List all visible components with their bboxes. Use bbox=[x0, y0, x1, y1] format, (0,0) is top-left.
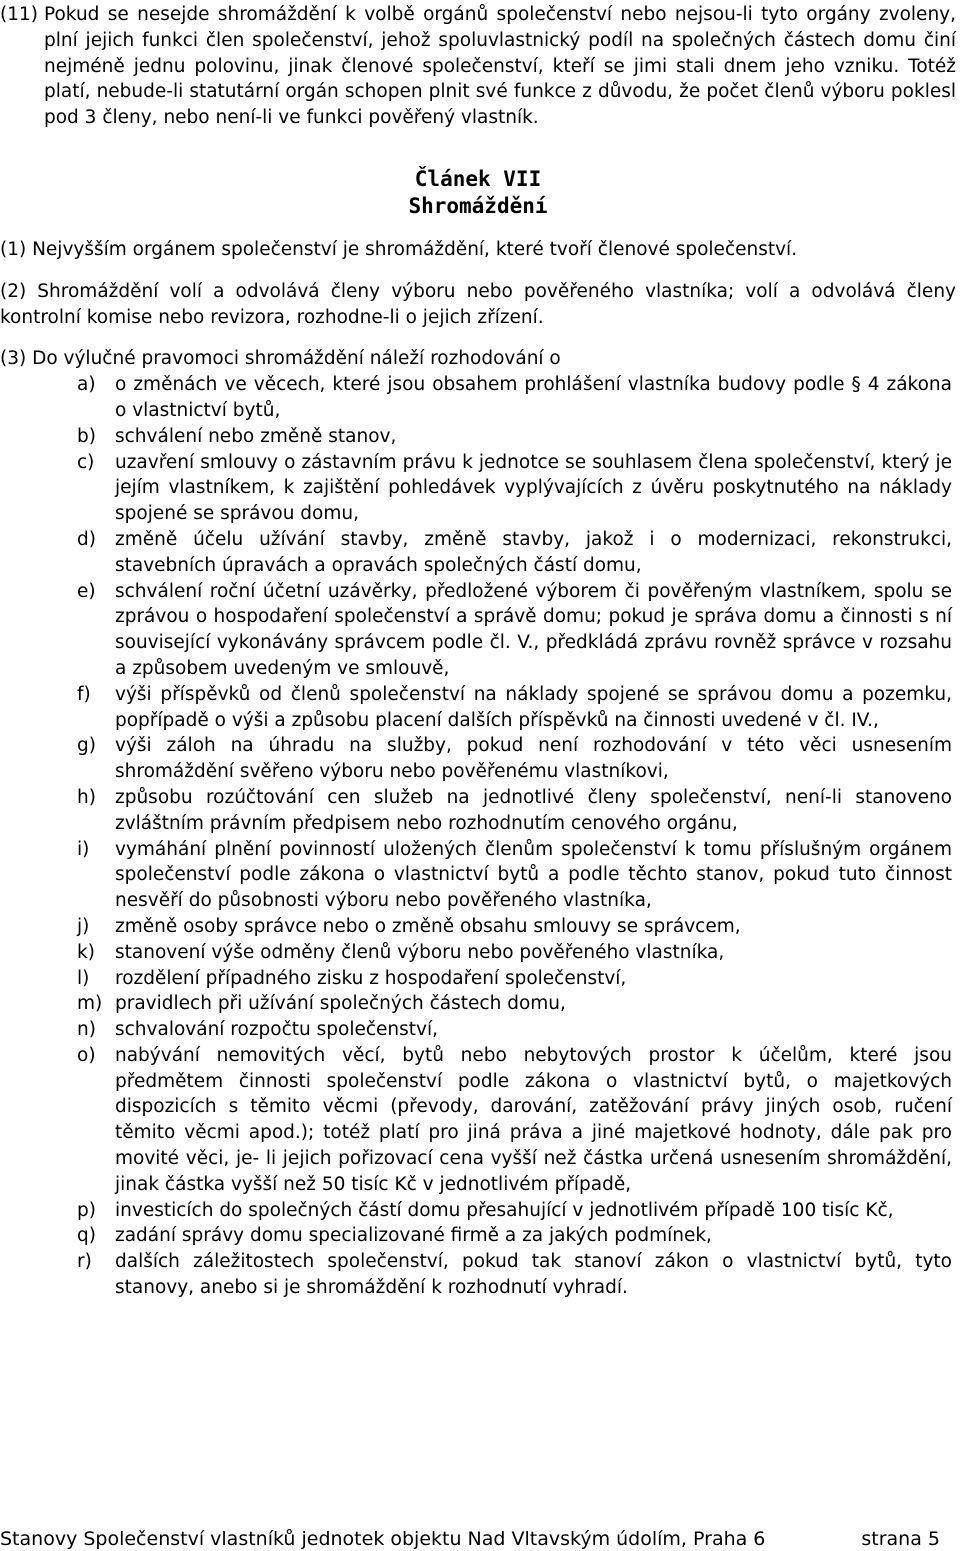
list-item bbox=[0, 1223, 956, 1249]
list-item bbox=[0, 966, 956, 992]
section-3-intro: (3) Do výlučné pravomoci shromáždění náleží rozhodování o bbox=[0, 348, 561, 370]
article-number: Článek VII bbox=[414, 166, 542, 191]
list-item-letter: q) bbox=[77, 1225, 96, 1247]
list-item-letter: f) bbox=[77, 683, 91, 705]
list-item bbox=[0, 527, 956, 579]
footer-document-title: Stanovy Společenství vlastníků jednotek objektu Nad Vltavským údolím, Praha 6 bbox=[0, 1528, 766, 1550]
list-item-letter: p) bbox=[77, 1199, 96, 1221]
list-item-letter: m) bbox=[77, 993, 103, 1015]
paragraph-number: (11) bbox=[0, 4, 38, 25]
list-item-text: o změnách ve věcech, které jsou obsahem prohlášení vlastníka budovy podle § 4 zákona o vlastnictví bytů, bbox=[115, 374, 952, 421]
powers-list bbox=[0, 372, 956, 1301]
footer-page-number: strana 5 bbox=[861, 1528, 940, 1550]
list-item-letter: g) bbox=[77, 735, 96, 757]
list-item bbox=[0, 372, 956, 424]
list-item bbox=[0, 733, 956, 785]
list-item-text: schválení nebo změně stanov, bbox=[115, 425, 397, 447]
list-item bbox=[0, 424, 956, 450]
list-item-letter: o) bbox=[77, 1044, 96, 1066]
list-item-text: výši záloh na úhradu na služby, pokud není rozhodování v této věci usnesením shromáždění svěřeno výboru nebo pověřenému vlastníkovi, bbox=[115, 735, 952, 783]
list-item bbox=[0, 1249, 956, 1301]
list-item-letter: e) bbox=[77, 580, 96, 602]
list-item-text: výši příspěvků od členů společenství na náklady spojené se správou domu a pozemku, popřípadě o výši a způsobu placení dalších příspěvků na činnosti uvedené v čl. IV., bbox=[115, 683, 952, 731]
list-item-letter: i) bbox=[77, 838, 90, 860]
list-item bbox=[0, 1043, 956, 1198]
list-item-letter: r) bbox=[77, 1251, 92, 1273]
list-item-text: schválení roční účetní uzávěrky, předložené výborem či pověřeným vlastníkem, spolu se zprávou o hospodaření společenství a správě domu; pokud je správa domu a činnosti s ní související vykonávány správcem podle čl. V., předkládá zprávu rovněž správce v rozsahu a způsobem uvedeným ve smlouvě, bbox=[115, 580, 952, 679]
list-item bbox=[0, 450, 956, 527]
list-item-text: změně účelu užívání stavby, změně stavby, jakož i o modernizaci, rekonstrukci, stavebních úpravách a opravách společných částí domu, bbox=[115, 528, 952, 576]
list-item-letter: c) bbox=[77, 451, 95, 473]
list-item-letter: a) bbox=[77, 374, 96, 396]
list-item-text: zadání správy domu specializované firmě a za jakých podmínek, bbox=[115, 1225, 712, 1247]
list-item-text: investicích do společných částí domu přesahující v jednotlivém případě 100 tisíc Kč, bbox=[115, 1199, 894, 1221]
page-footer bbox=[0, 1527, 940, 1551]
section-1: (1) Nejvyšším orgánem společenství je shromáždění, které tvoří členové společenství. bbox=[0, 238, 798, 260]
list-item-text: způsobu rozúčtování cen služeb na jednotlivé členy společenství, není-li stanoveno zvláštním právním předpisem nebo rozhodnutím cenového orgánu, bbox=[115, 786, 952, 834]
list-item bbox=[0, 914, 956, 940]
list-item-text: dalších záležitostech společenství, pokud tak stanoví zákon o vlastnictví bytů, tyto stanovy, anebo si je shromáždění k rozhodnutí vyhradí. bbox=[115, 1251, 952, 1299]
list-item bbox=[0, 1017, 956, 1043]
list-item bbox=[0, 837, 956, 914]
section-2: (2) Shromáždění volí a odvolává členy výboru nebo pověřeného vlastníka; volí a odvolává členy kontrolní komise nebo revizora, rozhodne-li o jejich zřízení. bbox=[0, 280, 956, 328]
list-item-letter: h) bbox=[77, 786, 96, 808]
paragraph-11 bbox=[0, 0, 956, 131]
list-item-text: změně osoby správce nebo o změně obsahu smlouvy se správcem, bbox=[115, 915, 741, 937]
list-item-text: stanovení výše odměny členů výboru nebo pověřeného vlastníka, bbox=[115, 941, 725, 963]
article-heading bbox=[0, 166, 956, 220]
list-item-text: uzavření smlouvy o zástavním právu k jednotce se souhlasem člena společenství, který je jejím vlastníkem, k zajištění pohledávek vyplývajících z úvěru poskytnutého na náklady spojené se správou domu, bbox=[115, 451, 952, 525]
list-item bbox=[0, 785, 956, 837]
list-item bbox=[0, 579, 956, 682]
article-title: Shromáždění bbox=[408, 193, 548, 218]
list-item-text: vymáhání plnění povinností uložených členům společenství k tomu příslušným orgánem společenství podle zákona o vlastnictví bytů a podle těchto stanov, pokud tuto činnost nesvěří do působnosti výboru nebo pověřeného vlastníka, bbox=[115, 838, 952, 912]
list-item-letter: l) bbox=[77, 967, 90, 989]
list-item-letter: b) bbox=[77, 425, 96, 447]
list-item-text: schvalování rozpočtu společenství, bbox=[115, 1019, 438, 1041]
list-item-letter: d) bbox=[77, 528, 96, 550]
list-item bbox=[0, 991, 956, 1017]
list-item-letter: k) bbox=[77, 941, 95, 963]
paragraph-text: Pokud se nesejde shromáždění k volbě orgánů společenství nebo nejsou-li tyto orgány zvoleny, plní jejich funkci člen společenství, jehož spoluvlastnický podíl na společných částech domu činí nejméně jednu polovinu, jinak členové společenství, kteří se jimi stali dnem jeho vzniku. Totéž platí, nebude-li statutární orgán schopen plnit své funkce z důvodu, že počet členů výboru poklesl pod 3 členy, nebo není-li ve funkci pověřený vlastník. bbox=[43, 4, 956, 129]
list-item-text: nabývání nemovitých věcí, bytů nebo nebytových prostor k účelům, které jsou předmětem činnosti společenství podle zákona o vlastnictví bytů, o majetkových dispozicích s těmito věcmi (převody, darování, zatěžování právy jiných osob, ručení těmito věcmi apod.); totéž platí pro jiná práva a jiné majetkové hodnoty, dále pak pro movité věci, je- li jejich pořizovací cena vyšší než částka určená usnesením shromáždění, jinak částka vyšší než 50 tisíc Kč v jednotlivém případě, bbox=[115, 1044, 952, 1195]
list-item bbox=[0, 1198, 956, 1224]
list-item-text: rozdělení případného zisku z hospodaření společenství, bbox=[115, 967, 627, 989]
list-item-letter: j) bbox=[77, 915, 90, 937]
list-item-text: pravidlech při užívání společných částech domu, bbox=[115, 993, 566, 1015]
list-item bbox=[0, 940, 956, 966]
list-item bbox=[0, 682, 956, 734]
list-item-letter: n) bbox=[77, 1019, 96, 1041]
